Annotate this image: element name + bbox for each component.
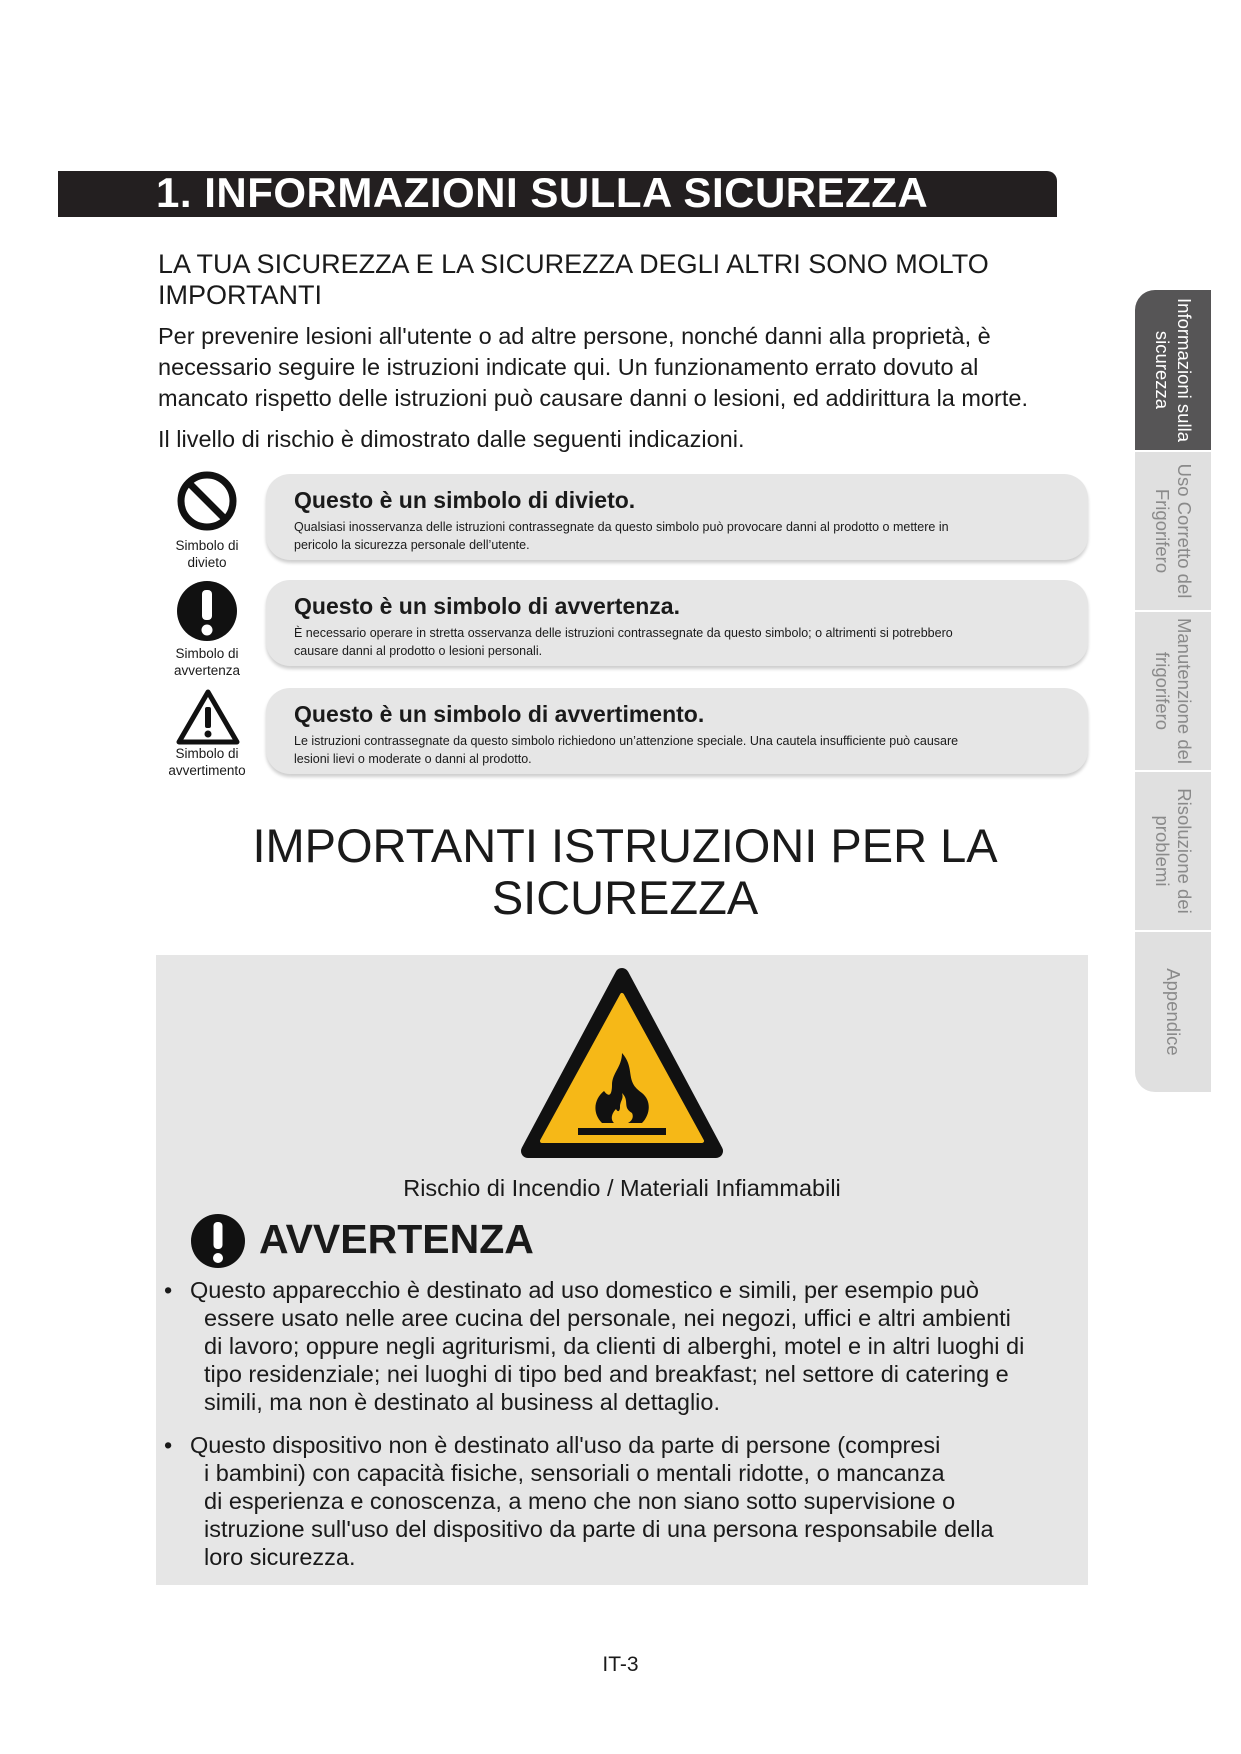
tab-label-line: Manutenzione del xyxy=(1174,617,1195,765)
bullet-line: loro sicurezza. xyxy=(204,1544,356,1570)
tab-label-line: sicurezza xyxy=(1152,330,1173,410)
symbol-title: Questo è un simbolo di avvertenza. xyxy=(294,593,680,619)
tab-manutenzione[interactable] xyxy=(1135,612,1211,772)
title-line: IMPORTANTI ISTRUZIONI PER LA xyxy=(252,819,998,872)
fire-risk-caption: Rischio di Incendio / Materiali Infiammabili xyxy=(403,1175,841,1201)
caption-line: divieto xyxy=(187,555,227,570)
caption-line: Simbolo di xyxy=(175,538,239,553)
caution-triangle-icon xyxy=(175,688,241,746)
tab-label-line: Uso Corretto del xyxy=(1174,463,1195,599)
bullet-line: di lavoro; oppure negli agriturismi, da clienti di alberghi, motel e in altri luoghi di xyxy=(204,1333,1025,1359)
bullet-line: essere usato nelle aree cucina del personale, nei negozi, uffici e altri ambienti xyxy=(204,1305,1011,1331)
caption-line: Simbolo di xyxy=(175,746,239,761)
tab-label-line: Frigorifero xyxy=(1152,488,1173,574)
desc-line: Le istruzioni contrassegnate da questo simbolo richiedono un’attenzione speciale. Una cautela insufficiente può causare xyxy=(294,734,959,748)
symbol-title: Questo è un simbolo di divieto. xyxy=(294,487,636,513)
flammable-warning-icon xyxy=(518,965,726,1165)
symbol-title: Questo è un simbolo di avvertimento. xyxy=(294,701,705,727)
tab-label-line: frigorifero xyxy=(1152,651,1173,731)
symbol-box-avvertenza xyxy=(266,580,1088,666)
symbol-box-avvertimento xyxy=(266,688,1088,774)
subheading-line: IMPORTANTI xyxy=(158,280,323,310)
symbol-caption-avvertimento xyxy=(152,745,262,779)
caption-line: Simbolo di xyxy=(175,646,239,661)
intro-line: Per prevenire lesioni all'utente o ad altre persone, nonché danni alla proprietà, è xyxy=(158,323,991,349)
bullet-line: istruzione sull'uso del dispositivo da parte di una persona responsabile della xyxy=(204,1516,994,1542)
symbol-description xyxy=(294,732,1054,768)
risk-level-text: Il livello di rischio è dimostrato dalle seguenti indicazioni. xyxy=(158,426,745,452)
subheading-line: LA TUA SICUREZZA E LA SICUREZZA DEGLI ALTRI SONO MOLTO xyxy=(158,249,989,279)
caption-line: avvertenza xyxy=(173,663,241,678)
important-instructions-title xyxy=(140,820,1110,924)
tab-label-line: Informazioni sulla xyxy=(1174,298,1195,442)
tab-label xyxy=(1151,298,1195,442)
prohibition-icon xyxy=(176,470,238,532)
tab-label xyxy=(1151,464,1195,599)
warning-panel xyxy=(156,955,1088,1585)
tab-label xyxy=(1151,618,1195,764)
desc-line: Qualsiasi inosservanza delle istruzioni contrassegnate da questo simbolo può provocare danni al prodotto o mettere in xyxy=(294,520,949,534)
tab-label xyxy=(1162,968,1184,1055)
intro-paragraph xyxy=(158,321,1098,414)
symbol-box-divieto xyxy=(266,474,1088,560)
title-line: SICUREZZA xyxy=(491,871,759,924)
symbol-caption-divieto xyxy=(152,537,262,571)
tab-uso-corretto[interactable] xyxy=(1135,452,1211,612)
safety-subheading xyxy=(158,249,1078,311)
intro-line: mancato rispetto delle istruzioni può causare danni o lesioni, ed addirittura la morte. xyxy=(158,385,1028,411)
tab-label-line: Appendice xyxy=(1163,968,1184,1056)
symbol-caption-avvertenza xyxy=(152,645,262,679)
symbol-description xyxy=(294,518,1054,554)
bullet-line: i bambini) con capacità fisiche, sensoriali o mentali ridotte, o mancanza xyxy=(204,1460,945,1486)
bullet-line: simili, ma non è destinato al business al dettaglio. xyxy=(204,1389,720,1415)
warning-label: AVVERTENZA xyxy=(259,1216,534,1262)
bullet-line: di esperienza e conoscenza, a meno che non siano sotto supervisione o xyxy=(204,1488,956,1514)
symbol-description xyxy=(294,624,1054,660)
list-item xyxy=(160,1431,1092,1571)
caption-line: avvertimento xyxy=(168,763,246,778)
list-item xyxy=(160,1276,1092,1416)
bullet-line: Questo apparecchio è destinato ad uso domestico e simili, per esempio può xyxy=(190,1277,980,1303)
warning-circle-icon xyxy=(176,580,238,642)
page-number: IT-3 xyxy=(602,1653,639,1676)
tab-informazioni-sicurezza[interactable] xyxy=(1135,290,1211,452)
desc-line: È necessario operare in stretta osservanza delle istruzioni contrassegnate da questo simbolo; o altrimenti si potrebbero xyxy=(294,626,953,640)
warning-circle-icon xyxy=(190,1213,246,1269)
bullet-line: tipo residenziale; nei luoghi di tipo bed and breakfast; nel settore di catering e xyxy=(204,1361,1009,1387)
intro-line: necessario seguire le istruzioni indicate qui. Un funzionamento errato dovuto al xyxy=(158,354,979,380)
bullet-marker: • xyxy=(164,1432,173,1458)
desc-line: lesioni lievi o moderate o danni al prodotto. xyxy=(294,752,532,766)
tab-label xyxy=(1151,788,1195,913)
desc-line: pericolo la sicurezza personale dell’utente. xyxy=(294,538,530,552)
bullet-marker: • xyxy=(164,1277,173,1303)
bullet-line: Questo dispositivo non è destinato all'uso da parte di persone (compresi xyxy=(190,1432,941,1458)
tab-risoluzione-problemi[interactable] xyxy=(1135,772,1211,932)
tab-appendice[interactable] xyxy=(1135,932,1211,1092)
section-title: 1. INFORMAZIONI SULLA SICUREZZA xyxy=(156,169,929,216)
tab-label-line: Risoluzione dei xyxy=(1174,788,1195,914)
warning-bullet-list xyxy=(156,1276,1088,1586)
desc-line: causare danni al prodotto o lesioni personali. xyxy=(294,644,543,658)
tab-label-line: problemi xyxy=(1152,815,1173,887)
